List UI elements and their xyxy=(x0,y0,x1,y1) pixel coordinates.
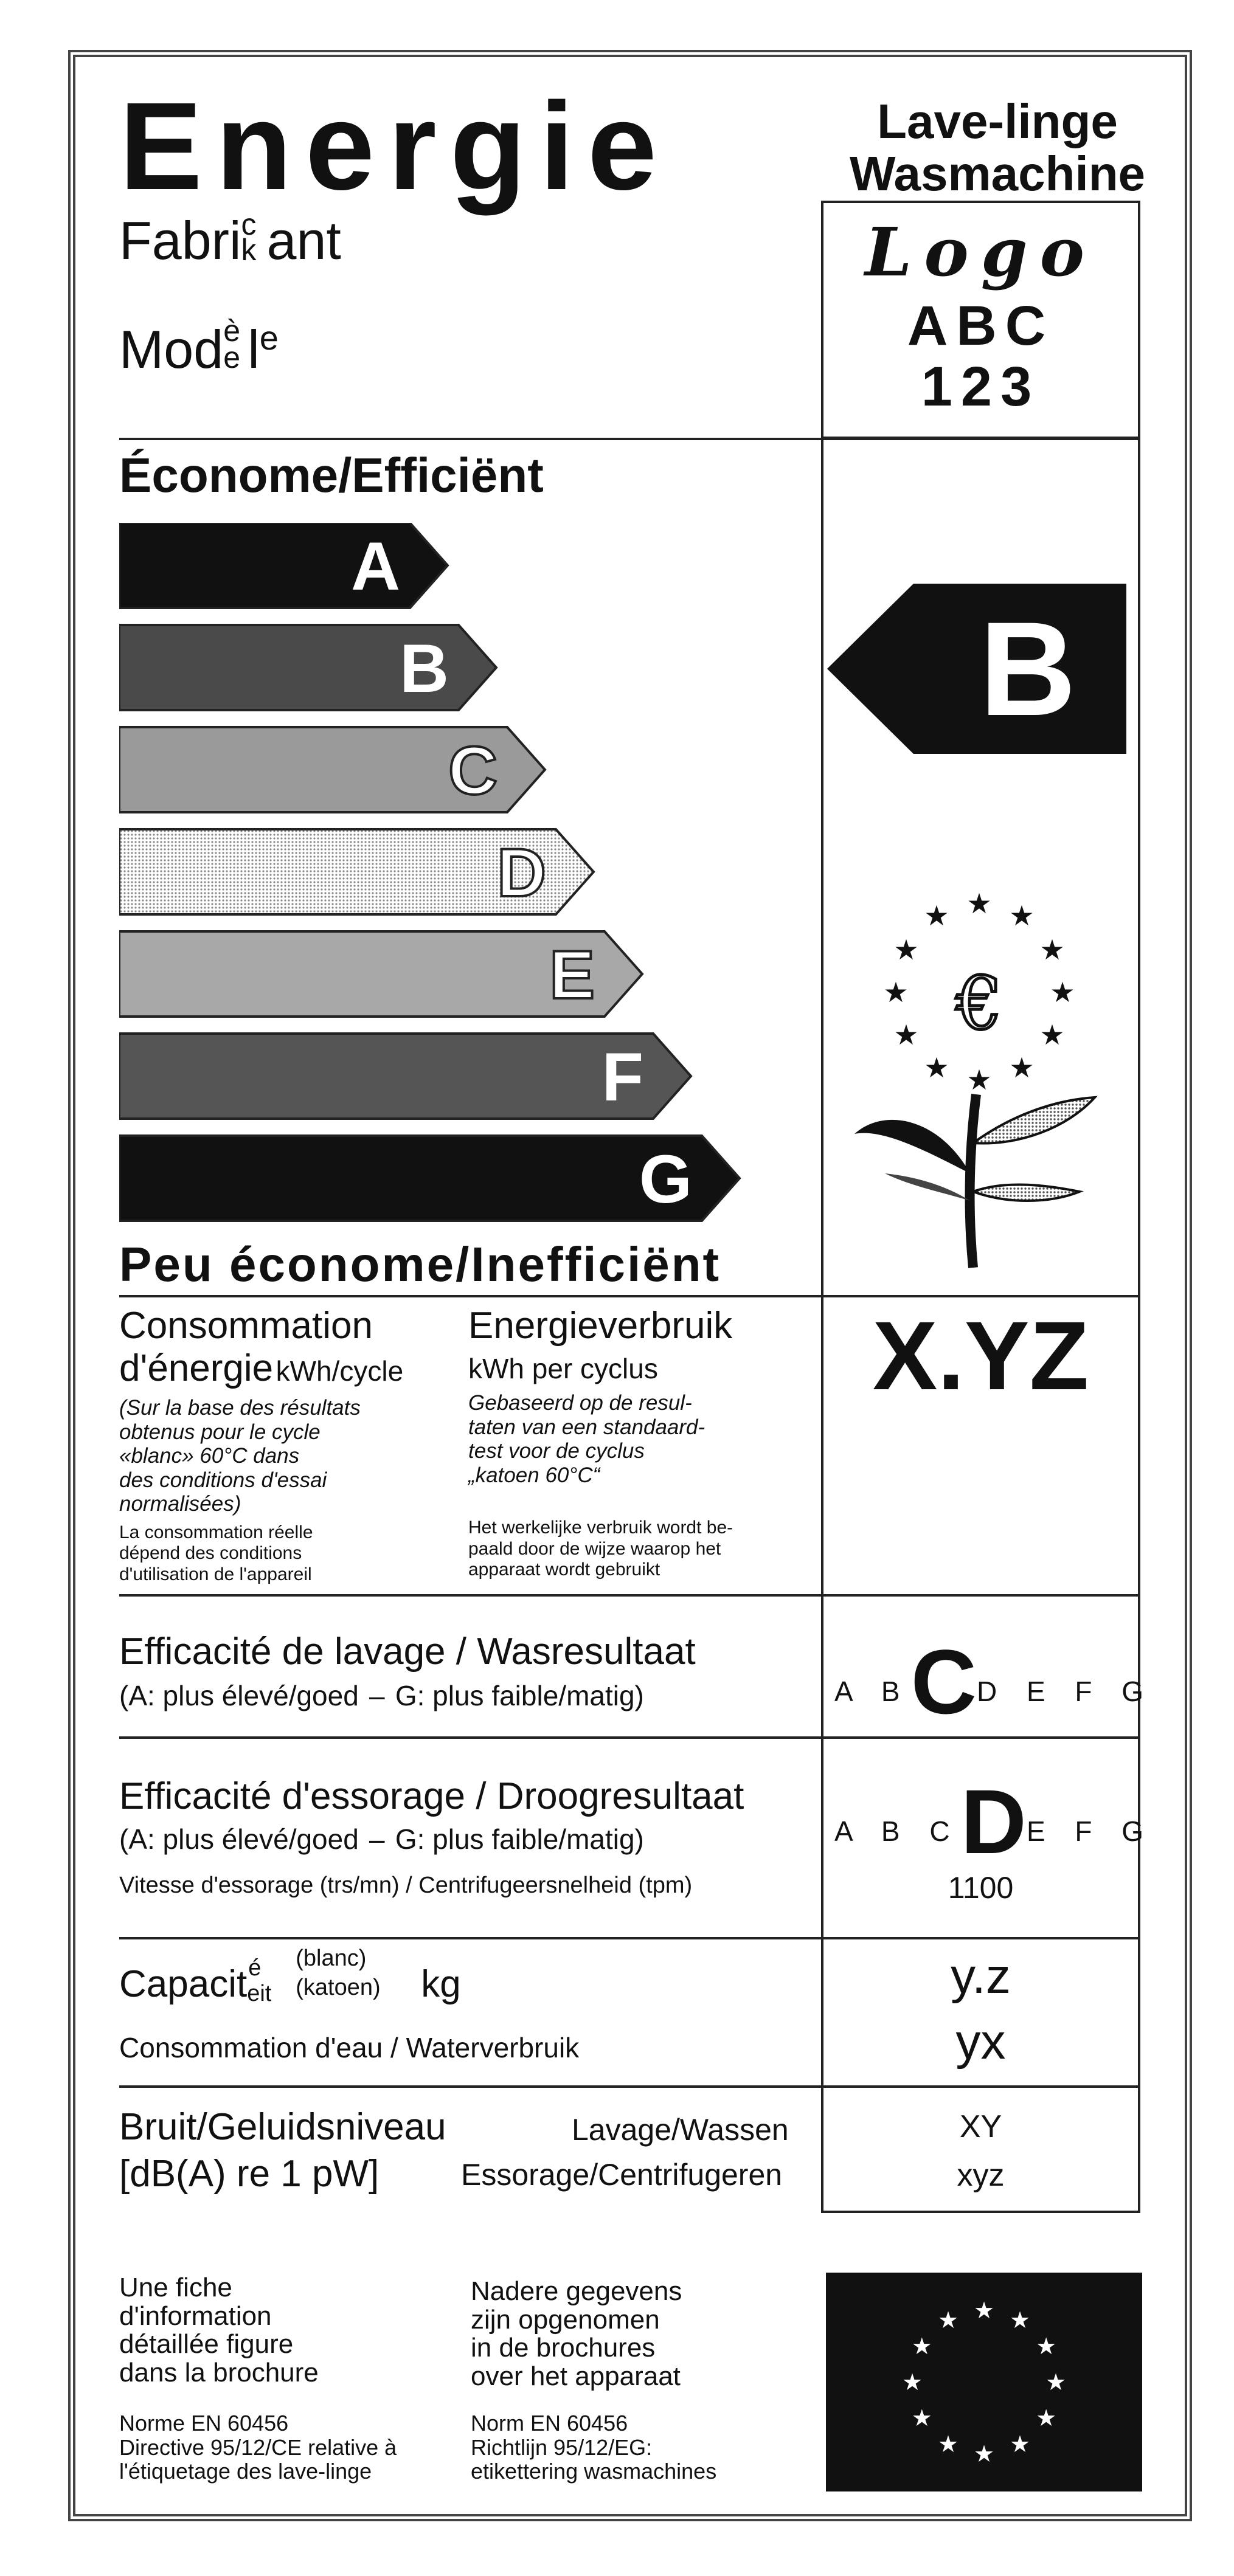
spin-speed-label: Vitesse d'essorage (trs/mn) / Centrifugeersnelheid (tpm) xyxy=(119,1873,693,1898)
eu-flag-star: ★ xyxy=(901,2369,923,2395)
divider-noise-bottom xyxy=(821,2211,1140,2213)
inefficient-label: Peu économe/Inefficiënt xyxy=(119,1237,721,1291)
svg-text:★: ★ xyxy=(893,933,919,966)
svg-text:★: ★ xyxy=(1039,933,1065,966)
spin-performance-title: Efficacité d'essorage / Droogresultaat xyxy=(119,1775,744,1817)
footer-fr-norm-2: Directive 95/12/CE relative à xyxy=(119,2434,397,2460)
energy-fr-small-1: La consommation réelle xyxy=(119,1522,313,1542)
footer-nl-line-3: in de brochures xyxy=(471,2333,656,2363)
energy-fr-title-1: Consommation xyxy=(119,1305,373,1347)
energy-nl-unit: kWh per cyclus xyxy=(468,1353,658,1384)
spin-rating: D xyxy=(960,1770,1027,1873)
svg-text:€: € xyxy=(955,962,1003,1046)
footer-fr-norm-3: l'étiquetage des lave-linge xyxy=(119,2459,372,2484)
energy-nl-title: Energieverbruik xyxy=(468,1305,733,1347)
energy-fr-note-2: obtenus pour le cycle xyxy=(119,1420,321,1444)
efficiency-class-letter: F xyxy=(601,1039,643,1115)
eu-flag-star: ★ xyxy=(1009,2431,1031,2458)
capacity-label: Capacit é eit (blanc) (katoen) kg xyxy=(119,1946,461,2006)
divider-energy xyxy=(119,1594,1140,1597)
efficiency-class-letter: B xyxy=(400,630,449,706)
efficiency-scale xyxy=(119,523,813,1228)
model-code-letters: ABC xyxy=(907,295,1055,357)
energy-fr-small-3: d'utilisation de l'appareil xyxy=(119,1564,312,1584)
appliance-name-fr: Lave-linge xyxy=(877,94,1118,148)
model-label: Mod è e $l^e$ xyxy=(119,314,279,379)
divider-efficiency xyxy=(119,1295,1140,1297)
svg-text:★: ★ xyxy=(1009,1051,1035,1084)
noise-spin-label: Essorage/Centrifugeren xyxy=(461,2158,783,2192)
footer-nl-line-4: over het apparaat xyxy=(471,2361,681,2391)
eu-flag-star: ★ xyxy=(1036,2333,1057,2360)
noise-label: Bruit/Geluidsniveau xyxy=(119,2106,446,2148)
svg-text:★: ★ xyxy=(924,899,949,932)
water-consumption-value: yx xyxy=(955,2014,1006,2070)
efficiency-class-e xyxy=(119,931,642,1017)
noise-wash-value: XY xyxy=(959,2109,1002,2144)
rating-letter: B xyxy=(979,594,1076,744)
washing-rating: C xyxy=(910,1631,977,1733)
footer-nl-line-1: Nadere gegevens xyxy=(471,2276,682,2306)
model-code-numbers: 123 xyxy=(921,356,1041,418)
manufacturer-label: Fabri c k ant xyxy=(119,207,341,271)
manufacturer-logo: Logo xyxy=(865,213,1097,291)
divider-washing xyxy=(119,1736,1140,1739)
energy-consumption-nl xyxy=(468,1307,815,1581)
spin-performance-scale: A B CDE F G xyxy=(834,1770,1155,1873)
spin-speed-value: 1100 xyxy=(948,1871,1014,1905)
svg-text:★: ★ xyxy=(966,1063,992,1096)
svg-text:★: ★ xyxy=(966,888,992,920)
energy-consumption-fr xyxy=(119,1307,460,1585)
efficiency-class-a xyxy=(119,523,448,608)
eu-flag-star: ★ xyxy=(911,2333,932,2360)
washing-performance-scale: A BCD E F G xyxy=(834,1631,1155,1733)
footer-fr-line-2: d'information xyxy=(119,2301,272,2331)
footer-fr-line-4: dans la brochure xyxy=(119,2357,319,2388)
energy-fr-title-2: d'énergie xyxy=(119,1347,274,1389)
footer-nl-norm-2: Richtlijn 95/12/EG: xyxy=(471,2434,653,2460)
footer-norm-fr xyxy=(119,2411,397,2484)
capacity-value: y.z xyxy=(951,1949,1011,2004)
eu-flag-icon xyxy=(826,2273,1142,2491)
efficiency-class-letter: A xyxy=(351,528,400,604)
svg-text:★: ★ xyxy=(893,1018,919,1051)
footer-nl-line-2: zijn opgenomen xyxy=(471,2304,660,2335)
svg-text:★: ★ xyxy=(1050,976,1075,1009)
energy-fr-note-3: «blanc» 60°C dans xyxy=(119,1444,300,1468)
footer-norm-nl xyxy=(471,2411,716,2484)
energy-fr-note-1: (Sur la base des résultats xyxy=(119,1396,361,1420)
eu-flag-star: ★ xyxy=(973,2297,995,2324)
footer-nl-norm-3: etikettering wasmachines xyxy=(471,2459,717,2484)
eu-flag-star: ★ xyxy=(1009,2306,1031,2333)
washing-performance-title: Efficacité de lavage / Wasresultaat xyxy=(119,1631,696,1673)
water-consumption-label: Consommation d'eau / Waterverbruik xyxy=(119,2032,580,2063)
footer-fr-line-3: détaillée figure xyxy=(119,2329,294,2360)
efficiency-class-b xyxy=(119,625,496,710)
divider-spin xyxy=(119,1937,1140,1939)
energy-fr-small-2: dépend des conditions xyxy=(119,1543,302,1564)
efficiency-class-letter: D xyxy=(497,835,546,911)
eu-flag-star: ★ xyxy=(937,2306,959,2333)
energy-nl-note-2: taten van een standaard- xyxy=(468,1415,705,1439)
eu-flag-star: ★ xyxy=(937,2431,959,2458)
energy-fr-note-5: normalisées) xyxy=(119,1492,241,1516)
energy-nl-note-3: test voor de cyclus xyxy=(468,1439,645,1463)
eu-flag-star: ★ xyxy=(1036,2405,1057,2431)
efficiency-class-d xyxy=(119,829,594,914)
footer-nl-norm-1: Norm EN 60456 xyxy=(471,2411,628,2436)
appliance-name-nl: Wasmachine xyxy=(849,147,1146,201)
energy-nl-small-2: paald door de wijze waarop het xyxy=(468,1538,721,1559)
efficient-label: Économe/Efficiënt xyxy=(119,448,544,502)
label-title: Energie xyxy=(119,77,670,216)
footer-fr-norm-1: Norme EN 60456 xyxy=(119,2411,289,2436)
spin-performance-range: (A: plus élevé/goed – G: plus faible/matig) xyxy=(119,1823,644,1855)
energy-nl-note-1: Gebaseerd op de resul- xyxy=(468,1391,692,1415)
energy-fr-unit: kWh/cycle xyxy=(276,1355,404,1387)
footer-fr-line-1: Une fiche xyxy=(119,2273,232,2302)
eu-ecolabel-flower-icon xyxy=(848,888,1110,1277)
efficiency-class-letter: E xyxy=(549,937,595,1013)
eu-flag-star: ★ xyxy=(973,2440,995,2467)
noise-wash-label: Lavage/Wassen xyxy=(572,2113,789,2147)
divider-header xyxy=(119,438,1140,440)
eu-flag-star: ★ xyxy=(1045,2369,1067,2395)
footer-info-nl xyxy=(471,2277,682,2391)
energy-fr-note-4: des conditions d'essai xyxy=(119,1468,327,1492)
eu-flag-star: ★ xyxy=(911,2405,932,2431)
noise-spin-value: xyz xyxy=(957,2158,1005,2193)
svg-text:★: ★ xyxy=(883,976,909,1009)
efficiency-class-letter: C xyxy=(448,733,497,809)
energy-nl-note-4: „katoen 60°C“ xyxy=(468,1463,600,1487)
svg-text:★: ★ xyxy=(1009,899,1035,932)
svg-text:★: ★ xyxy=(1039,1018,1065,1051)
energy-nl-small-1: Het werkelijke verbruik wordt be- xyxy=(468,1518,733,1538)
energy-consumption-value: X.YZ xyxy=(872,1301,1089,1410)
efficiency-class-letter: G xyxy=(639,1141,692,1217)
noise-unit-label: [dB(A) re 1 pW] xyxy=(119,2153,380,2195)
divider-capacity xyxy=(119,2085,1140,2088)
efficiency-class-c xyxy=(119,727,545,812)
efficiency-class-g xyxy=(119,1136,740,1221)
footer-info-fr xyxy=(119,2274,319,2388)
energy-nl-small-3: apparaat wordt gebruikt xyxy=(468,1559,660,1580)
washing-performance-range: (A: plus élevé/goed – G: plus faible/matig) xyxy=(119,1680,644,1711)
svg-text:★: ★ xyxy=(924,1051,949,1084)
efficiency-class-f xyxy=(119,1034,691,1119)
